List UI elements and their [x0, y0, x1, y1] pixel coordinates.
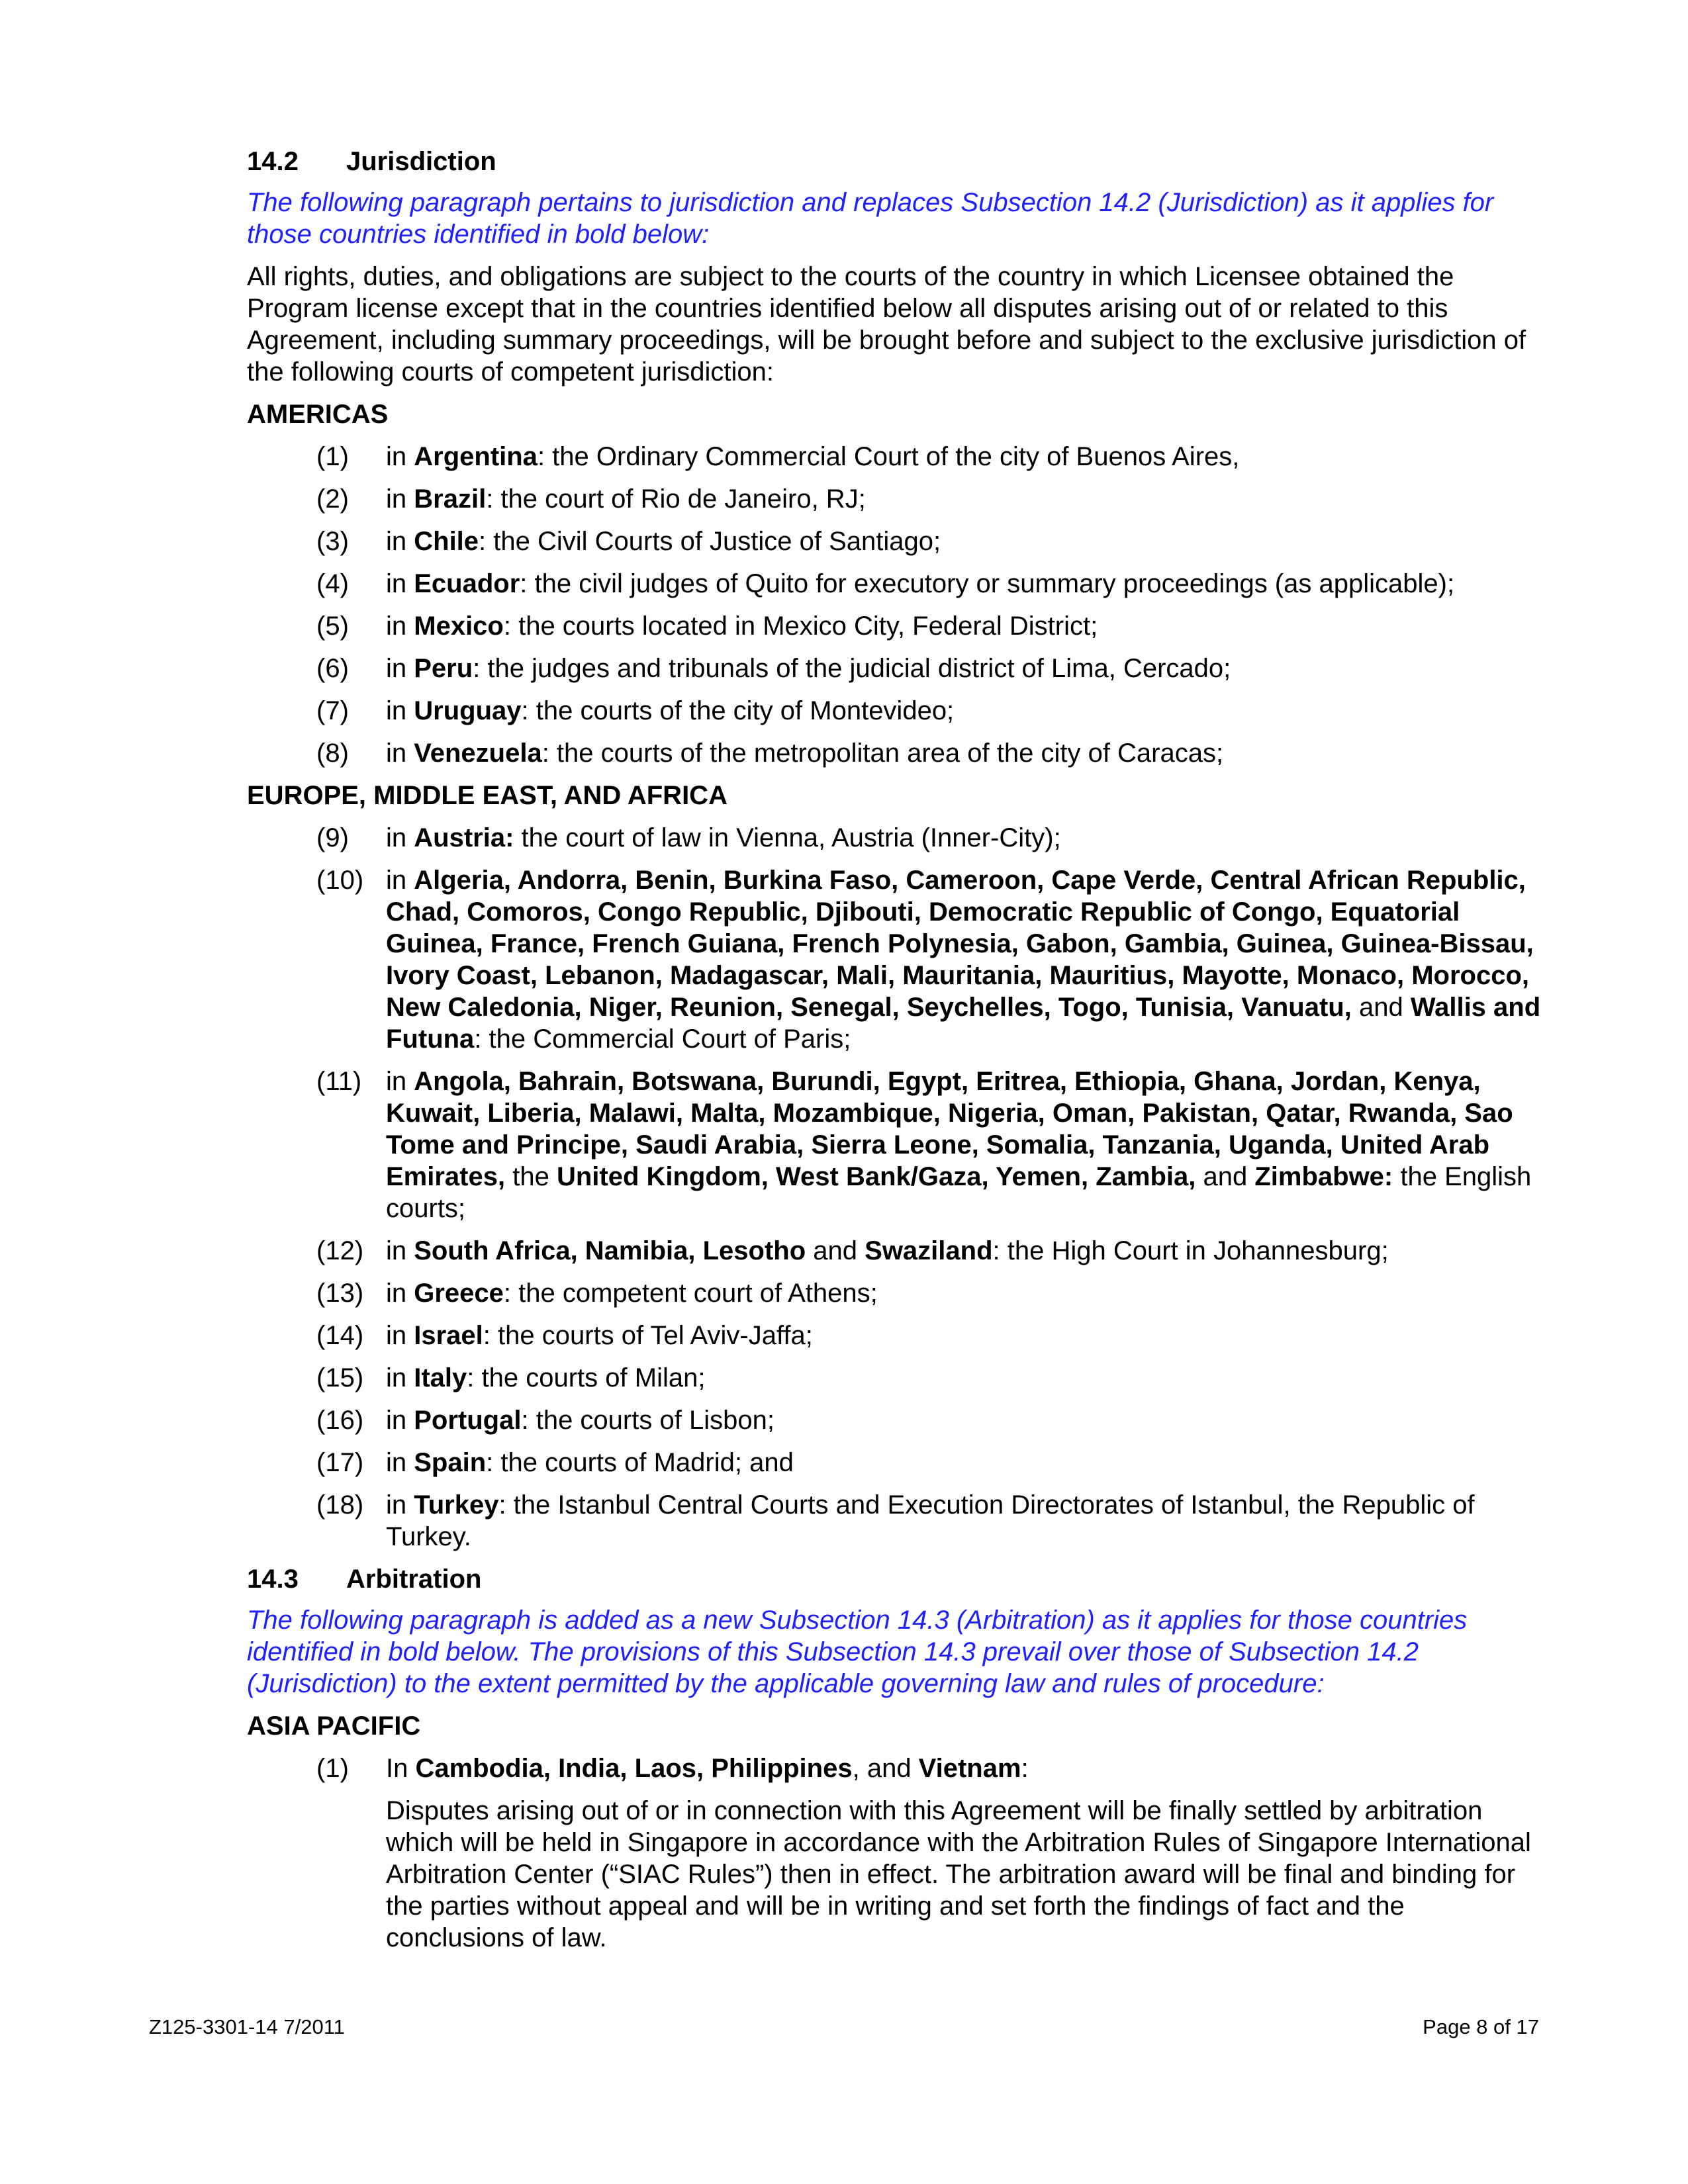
- section-number: 14.2: [247, 147, 299, 176]
- item-prefix: in: [386, 1067, 414, 1096]
- footer-page-number: Page 8 of 17: [1423, 2015, 1539, 2038]
- item-text: : the judges and tribunals of the judicial district of Lima, Cercado;: [473, 654, 1231, 683]
- item-prefix: in: [386, 612, 414, 641]
- item-prefix: in: [386, 696, 414, 725]
- country-names: Algeria, Andorra, Benin, Burkina Faso, Cameroon, Cape Verde, Central African Republic, Chad, Comoros, Congo Republic, Djibouti, Democratic Republic of Congo, Equatorial Guinea, France, French Guiana, French Polynesia, Gabon, Gambia, Guinea, Guinea-Bissau, Ivory Coast, Lebanon, Madagascar, Mali, Mauritania, Mauritius, Mayotte, Monaco, Morocco, New Caledonia, Niger, Reunion, Senegal, Seychelles, Togo, Tunisia, Vanuatu,: [386, 866, 1534, 1022]
- emea-list: [247, 822, 1548, 1553]
- section-note: The following paragraph is added as a new Subsection 14.3 (Arbitration) as it applies for those countries identified in bold below. The provisions of this Subsection 14.3 prevail over those of Subsection 14.2 (Jurisdiction) to the extent permitted by the applicable governing law and rules of procedure:: [247, 1606, 1468, 1698]
- country-names: Vietnam: [918, 1754, 1021, 1783]
- footer-doc-id: Z125-3301-14 7/2011: [149, 2015, 345, 2038]
- section-heading-14-3: [247, 1563, 1548, 1595]
- country-names: Chile: [414, 527, 479, 556]
- country-names: Austria:: [414, 823, 514, 852]
- item-number: (12): [316, 1236, 364, 1265]
- list-item: [247, 1362, 1548, 1394]
- arbitration-paragraph: Disputes arising out of or in connection with this Agreement will be finally settled by arbitration which will be held in Singapore in accordance with the Arbitration Rules of Singapore International Arbitration Center (“SIAC Rules”) then in effect. The arbitration award will be final and binding for the parties without appeal and will be in writing and set forth the findings of fact and the conclusions of law.: [386, 1796, 1531, 1952]
- item-prefix: in: [386, 823, 414, 852]
- item-text: : the competent court of Athens;: [503, 1279, 878, 1308]
- section-note: The following paragraph pertains to jurisdiction and replaces Subsection 14.2 (Jurisdiction) as it applies for those countries identified in bold below:: [247, 188, 1494, 249]
- country-names: Brazil: [414, 484, 487, 514]
- item-prefix: in: [386, 866, 414, 895]
- item-prefix: in: [386, 1406, 414, 1435]
- section-title: Arbitration: [346, 1565, 482, 1594]
- item-number: (2): [316, 484, 349, 514]
- item-connector: and: [806, 1236, 865, 1265]
- country-names: Turkey: [414, 1490, 499, 1520]
- list-item: [247, 653, 1548, 684]
- section-heading-14-2: [247, 146, 1548, 177]
- country-names: Spain: [414, 1448, 487, 1477]
- item-text: the English courts;: [386, 1162, 1532, 1223]
- country-names: Swaziland: [865, 1236, 993, 1265]
- country-names: Zimbabwe:: [1254, 1162, 1393, 1191]
- country-names: Venezuela: [414, 739, 542, 768]
- country-names: Uruguay: [414, 696, 522, 725]
- item-connector: , and: [852, 1754, 919, 1783]
- item-text: : the courts of Tel Aviv-Jaffa;: [483, 1321, 813, 1350]
- item-prefix: in: [386, 1363, 414, 1392]
- list-item: [247, 737, 1548, 769]
- item-prefix: in: [386, 1279, 414, 1308]
- country-names: Peru: [414, 654, 473, 683]
- country-names: Ecuador: [414, 569, 520, 598]
- item-number: (18): [316, 1490, 364, 1520]
- item-text: : the courts of the city of Montevideo;: [521, 696, 955, 725]
- item-number: (3): [316, 527, 349, 556]
- list-item: [247, 1277, 1548, 1309]
- item-prefix: in: [386, 1448, 414, 1477]
- list-item: [247, 1066, 1548, 1224]
- item-number: (5): [316, 612, 349, 641]
- list-item: [247, 568, 1548, 600]
- list-item: [247, 1235, 1548, 1267]
- item-text: : the civil judges of Quito for executory or summary proceedings (as applicable);: [520, 569, 1455, 598]
- list-item: [247, 1447, 1548, 1479]
- list-item: [247, 822, 1548, 854]
- country-names: Portugal: [414, 1406, 522, 1435]
- item-prefix: in: [386, 654, 414, 683]
- item-number: (7): [316, 696, 349, 725]
- item-number: (1): [316, 442, 349, 471]
- list-item: [247, 1404, 1548, 1436]
- item-text: : the Civil Courts of Justice of Santiago;: [479, 527, 941, 556]
- item-prefix: in: [386, 569, 414, 598]
- list-item: [247, 864, 1548, 1055]
- item-number: (6): [316, 654, 349, 683]
- item-text: : the Ordinary Commercial Court of the city of Buenos Aires,: [537, 442, 1240, 471]
- item-text: : the court of Rio de Janeiro, RJ;: [486, 484, 866, 514]
- item-text: :: [1021, 1754, 1029, 1783]
- country-names: Mexico: [414, 612, 504, 641]
- item-number: (16): [316, 1406, 364, 1435]
- item-prefix: in: [386, 1490, 414, 1520]
- document-page: [247, 146, 1548, 1954]
- item-connector: and: [1351, 993, 1411, 1022]
- list-item: [247, 695, 1548, 727]
- item-number: (4): [316, 569, 349, 598]
- item-text: : the courts of the metropolitan area of the city of Caracas;: [541, 739, 1224, 768]
- item-prefix: in: [386, 442, 414, 471]
- item-text: : the courts of Lisbon;: [521, 1406, 774, 1435]
- list-item: [247, 1489, 1548, 1553]
- item-prefix: in: [386, 484, 414, 514]
- item-prefix: In: [386, 1754, 416, 1783]
- item-text: : the High Court in Johannesburg;: [992, 1236, 1389, 1265]
- list-item: [247, 610, 1548, 642]
- item-text: : the Istanbul Central Courts and Execution Directorates of Istanbul, the Republic of Turkey.: [386, 1490, 1475, 1551]
- section-number: 14.3: [247, 1565, 299, 1594]
- list-item: [247, 525, 1548, 557]
- item-number: (15): [316, 1363, 364, 1392]
- list-item: [247, 441, 1548, 473]
- item-text: : the courts located in Mexico City, Federal District;: [503, 612, 1098, 641]
- region-heading-americas: AMERICAS: [247, 400, 389, 429]
- country-names: United Kingdom, West Bank/Gaza, Yemen, Zambia,: [556, 1162, 1196, 1191]
- americas-list: [247, 441, 1548, 769]
- list-item: [247, 1752, 1548, 1784]
- item-number: (11): [316, 1067, 362, 1096]
- item-number: (9): [316, 823, 349, 852]
- country-names: Israel: [414, 1321, 483, 1350]
- country-names: Greece: [414, 1279, 504, 1308]
- section-title: Jurisdiction: [346, 147, 496, 176]
- item-connector: and: [1196, 1162, 1255, 1191]
- region-heading-asia-pacific: ASIA PACIFIC: [247, 1711, 421, 1741]
- country-names: South Africa, Namibia, Lesotho: [414, 1236, 806, 1265]
- item-prefix: in: [386, 1321, 414, 1350]
- region-heading-emea: EUROPE, MIDDLE EAST, AND AFRICA: [247, 781, 727, 810]
- item-number: (17): [316, 1448, 364, 1477]
- item-number: (14): [316, 1321, 364, 1350]
- country-names: Italy: [414, 1363, 467, 1392]
- country-names: Argentina: [414, 442, 538, 471]
- list-item: [247, 1320, 1548, 1351]
- item-text: : the courts of Madrid; and: [486, 1448, 794, 1477]
- item-prefix: in: [386, 527, 414, 556]
- item-number: (10): [316, 866, 364, 895]
- item-connector: the: [505, 1162, 557, 1191]
- item-prefix: in: [386, 739, 414, 768]
- country-names: Angola, Bahrain, Botswana, Burundi, Egypt, Eritrea, Ethiopia, Ghana, Jordan, Kenya, Kuwait, Liberia, Malawi, Malta, Mozambique, Nigeria, Oman, Pakistan, Qatar, Rwanda, Sao Tome and Principe, Saudi Arabia, Sierra Leone, Somalia, Tanzania, Uganda, United Arab Emirates,: [386, 1067, 1513, 1191]
- jurisdiction-paragraph: All rights, duties, and obligations are subject to the courts of the country in which Licensee obtained the Program license except that in the countries identified below all disputes arising out of or related to this Agreement, including summary proceedings, will be brought before and subject to the exclusive jurisdiction of the following courts of competent jurisdiction:: [247, 262, 1526, 387]
- item-text: : the Commercial Court of Paris;: [474, 1024, 851, 1054]
- item-prefix: in: [386, 1236, 414, 1265]
- item-number: (1): [316, 1754, 349, 1783]
- item-text: : the courts of Milan;: [467, 1363, 706, 1392]
- country-names: Cambodia, India, Laos, Philippines: [415, 1754, 853, 1783]
- item-number: (13): [316, 1279, 364, 1308]
- item-number: (8): [316, 739, 349, 768]
- item-text: the court of law in Vienna, Austria (Inner-City);: [514, 823, 1061, 852]
- country-names: Wallis and Futuna: [386, 993, 1541, 1054]
- list-item: [247, 483, 1548, 515]
